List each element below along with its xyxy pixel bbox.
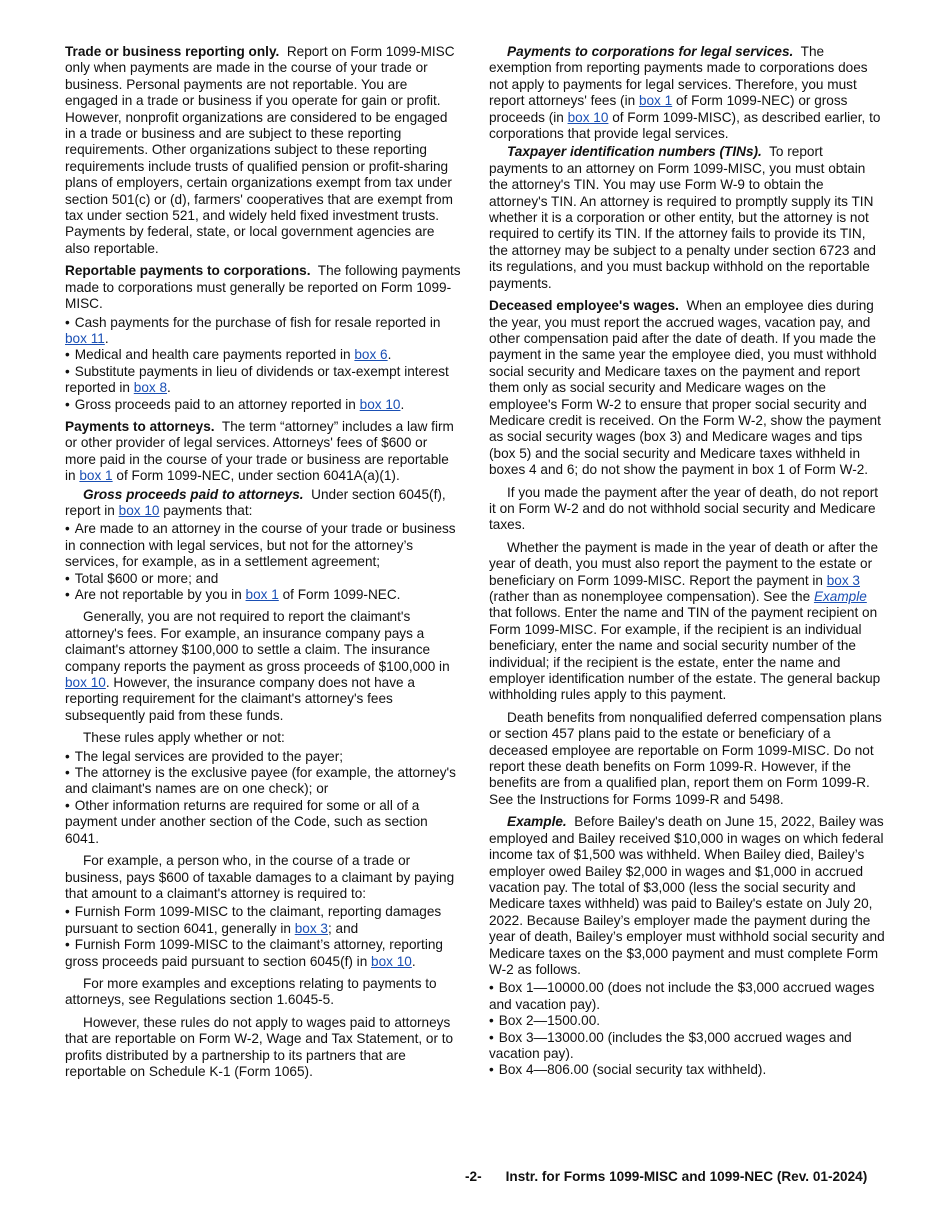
w2-boxes-list: [489, 980, 885, 1078]
tin-heading: Taxpayer identification numbers (TINs).: [507, 144, 762, 160]
list-item: • Furnish Form 1099-MISC to the claimant, reporting damages pursuant to section 6041, generally in box 3; and: [65, 904, 461, 937]
list-item: • Box 1—10000.00 (does not include the $3,000 accrued wages and vacation pay).: [489, 980, 885, 1013]
list-item: • The attorney is the exclusive payee (for example, the attorney's and claimant's names are on one check); or: [65, 765, 461, 798]
deceased-text: When an employee dies during the year, you must report the accrued wages, vacation pay, and other compensation paid after the date of death. If you made the payment in the same year the employee died, you must withhold social security and Medicare taxes on the payment and report them only as social security and Medicare wages on the employee's Form W-2 to ensure that proper social security and Medicare credit is received. On the Form W-2, show the payment as social security wages (box 3) and Medicare wages and tips (box 5) and the social security and Medicare taxes withheld in boxes 4 and 6; do not show the payment in box 1 of Form W-2.: [489, 298, 881, 478]
generally-paragraph: Generally, you are not required to report the claimant's attorney's fees. For example, an insurance company pays a claimant's attorney $100,000 to settle a claim. The insurance company reports the payment as gross proceeds of $100,000 in box 10. However, the insurance company does not have a reporting requirement for the claimant's attorney's fees subsequently paid from these funds.: [65, 609, 450, 723]
bailey-example-paragraph: [489, 814, 885, 978]
box-10-link[interactable]: box 10: [65, 675, 106, 691]
list-item: • Furnish Form 1099-MISC to the claimant’s attorney, reporting gross proceeds paid pursuant to section 6045(f) in box 10.: [65, 937, 461, 970]
list-item: • Box 2—1500.00.: [489, 1013, 885, 1029]
box-3-link[interactable]: box 3: [826, 572, 860, 588]
tin-paragraph: [489, 144, 885, 292]
corporations-heading: Reportable payments to corporations.: [65, 263, 311, 279]
however-paragraph: However, these rules do not apply to wages paid to attorneys that are reportable on Form W-2, Wage and Tax Statement, or to profits distributed by a partnership to its partners that are reportable on Schedule K-1 (Form 1065).: [65, 1014, 454, 1079]
list-item: • Total $600 or more; and: [65, 571, 461, 587]
trade-business-paragraph: [65, 44, 461, 257]
list-item: • Box 3—13000.00 (includes the $3,000 accrued wages and vacation pay).: [489, 1030, 885, 1063]
box-10-link[interactable]: box 10: [118, 502, 160, 518]
box-6-link[interactable]: box 6: [354, 347, 388, 363]
corporations-paragraph: [65, 263, 461, 312]
example-intro: For example, a person who, in the course of a trade or business, pays $600 of taxable damages to a claimant by paying that amount to a claimant's attorney is required to:: [65, 853, 455, 901]
box-10-link[interactable]: box 10: [371, 953, 412, 969]
corporations-list: [65, 315, 461, 413]
legal-services-heading: Payments to corporations for legal services.: [507, 44, 794, 59]
trade-business-heading: Trade or business reporting only.: [65, 44, 280, 59]
list-item: • Gross proceeds paid to an attorney reported in box 10.: [65, 397, 461, 413]
list-item: • Medical and health care payments reported in box 6.: [65, 347, 461, 363]
gross-proceeds-list: [65, 521, 461, 603]
right-column: [489, 44, 885, 1085]
after-year-paragraph: If you made the payment after the year of death, do not report it on Form W-2 and do not withhold social security and Medicare taxes.: [489, 484, 879, 533]
page-number: -2-: [465, 1169, 482, 1184]
list-item: • Are not reportable by you in box 1 of Form 1099-NEC.: [65, 587, 461, 603]
bailey-example-heading: Example.: [507, 814, 567, 830]
attorneys-paragraph: Payments to attorneys. The term “attorney” includes a law firm or other provider of legal services. Attorneys' fees of $600 or more paid in the course of your trade or business are reportable in box 1 of Form 1099-NEC, under section 6041A(a)(1).: [65, 418, 454, 484]
list-item: • Box 4—806.00 (social security tax withheld).: [489, 1062, 885, 1078]
box-11-link[interactable]: box 11: [65, 330, 105, 346]
example-link[interactable]: Example: [813, 589, 867, 604]
rules-intro: These rules apply whether or not:: [83, 730, 285, 746]
tin-text: To report payments to an attorney on Form 1099-MISC, you must obtain the attorney's TIN. You may use Form W-9 to obtain the attorney's TIN. An attorney is required to promptly supply its TIN whether it is a corporation or other entity, but the attorney is not required to certify its TIN. If the attorney fails to provide its TIN, the attorney may be subject to a penalty under section 6723 and its regulations, and you must backup withhold on the reportable payments.: [489, 144, 876, 291]
corporations-text: The following payments made to corporations must generally be reported on Form 1099-MISC.: [65, 263, 461, 312]
list-item: • Substitute payments in lieu of dividends or tax-exempt interest reported in box 8.: [65, 364, 461, 397]
box-1-link[interactable]: box 1: [245, 587, 279, 602]
page-footer: [465, 1169, 867, 1185]
box-10-link[interactable]: box 10: [359, 396, 401, 412]
deceased-heading: Deceased employee's wages.: [489, 298, 679, 314]
more-examples-paragraph: For more examples and exceptions relating to payments to attorneys, see Regulations section 1.6045-5.: [65, 975, 437, 1008]
list-item: • Are made to an attorney in the course of your trade or business in connection with legal services, but not for the attorney’s services, for example, as in a settlement agreement;: [65, 521, 461, 570]
box-10-link[interactable]: box 10: [567, 109, 609, 125]
gross-proceeds-heading: Gross proceeds paid to attorneys.: [83, 486, 304, 502]
footer-title: Instr. for Forms 1099-MISC and 1099-NEC (Rev. 01-2024): [505, 1169, 868, 1184]
list-item: • Cash payments for the purchase of fish for resale reported in box 11.: [65, 315, 461, 348]
death-benefits-paragraph: Death benefits from nonqualified deferred compensation plans or section 457 plans paid to the estate or beneficiary of a deceased employee are reportable on Form 1099-MISC. Do not report these death benefits on Form 1099-R. However, if the benefits are from a qualified plan, report them on Form 1099-R. See the Instructions for Forms 1099-R and 5498.: [489, 709, 882, 807]
list-item: • The legal services are provided to the payer;: [65, 749, 461, 765]
attorneys-heading: Payments to attorneys.: [65, 418, 215, 434]
box-8-link[interactable]: box 8: [133, 380, 168, 396]
rules-list: [65, 749, 461, 847]
left-column: [65, 44, 461, 1086]
trade-business-text: Report on Form 1099-MISC only when payments are made in the course of your trade or business. Personal payments are not reportable. You are engaged in a trade or business if you operate for gain or profit. However, nonprofit organizations are considered to be engaged in a trade or business and are subject to these reporting requirements. Other organizations subject to these reporting requirements include trusts of qualified pension or profit-sharing plans of employers, certain organizations exempt from tax under section 501(c) or (d), farmers' cooperatives that are exempt from tax under section 521, and widely held fixed investment trusts. Payments by federal, state, or local government agencies are also reportable.: [65, 44, 455, 256]
box-1-link[interactable]: box 1: [638, 93, 673, 109]
box-3-link[interactable]: box 3: [294, 920, 328, 936]
example-list: [65, 904, 461, 970]
whether-paragraph: Whether the payment is made in the year of death or after the year of death, you must also report the payment to the estate or beneficiary on Form 1099-MISC. Report the payment in box 3 (rather than as nonemployee compensation). See the Example that follows. Enter the name and TIN of the payment recipient on Form 1099-MISC. For example, if the recipient is an individual beneficiary, enter the name and social security number of the individual; if the recipient is the estate, enter the name and employer identification number of the estate. The general backup withholding rules apply to this payment.: [489, 539, 881, 703]
list-item: • Other information returns are required for some or all of a payment under another section of the Code, such as section 6041.: [65, 798, 461, 847]
bailey-example-text: Before Bailey's death on June 15, 2022, Bailey was employed and Bailey received $10,000 in wages on which federal income tax of $1,500 was withheld. When Bailey died, Bailey’s employer owed Bailey $2,000 in wages and $1,000 in accrued vacation pay. The total of $3,000 (less the social security and Medicare taxes withheld) was paid to Bailey's estate on July 20, 2022. Because Bailey’s employer made the payment during the year of death, Bailey’s employer must withhold social security and Medicare taxes on the $3,000 payment and must complete Form W-2 as follows.: [489, 814, 885, 977]
legal-services-paragraph: Payments to corporations for legal services. The exemption from reporting payments made to corporations does not apply to payments for legal services. Therefore, you must report attorneys' fees (in box 1 of Form 1099-NEC) or gross proceeds (in box 10 of Form 1099-MISC), as described earlier, to corporations that provide legal services.: [489, 44, 881, 142]
box-1-link[interactable]: box 1: [79, 468, 113, 484]
gross-proceeds-paragraph: Gross proceeds paid to attorneys. Under section 6045(f), report in box 10 payments that:: [65, 486, 446, 518]
deceased-paragraph: [489, 298, 885, 478]
